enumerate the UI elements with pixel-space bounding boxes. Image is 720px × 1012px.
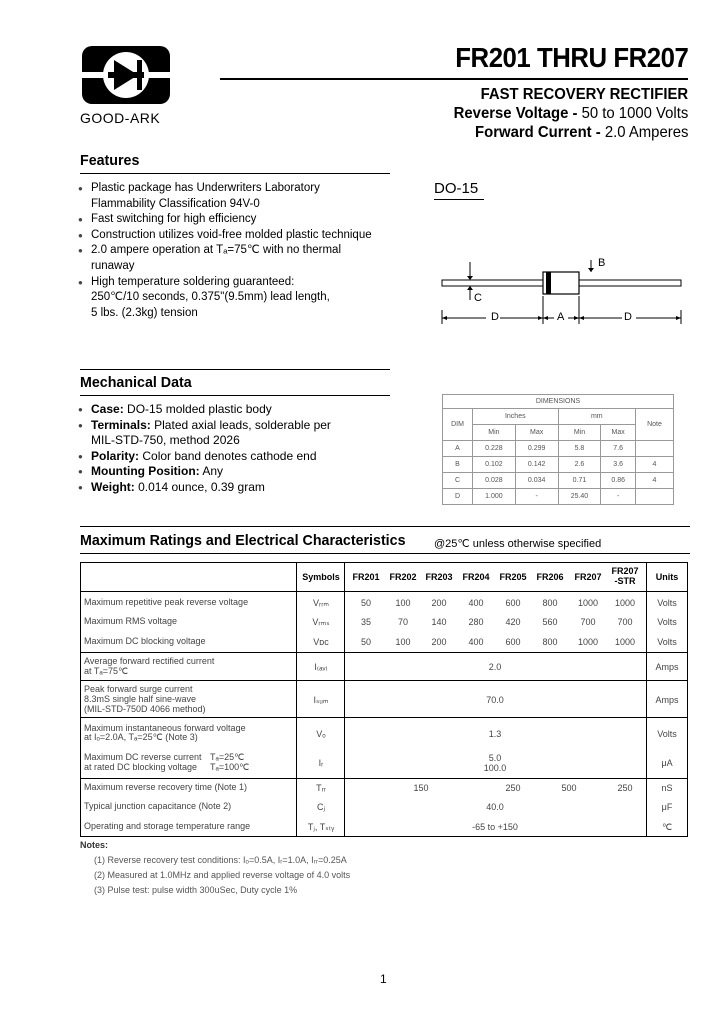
unit-cell: nS xyxy=(661,783,673,793)
col-header-fr201: FR201 xyxy=(352,572,380,582)
mechanical-rule xyxy=(80,395,390,396)
ratings-rule xyxy=(80,553,690,554)
table-cell xyxy=(636,489,674,505)
table-cell: 0.86 xyxy=(601,473,636,489)
inches-header: Inches xyxy=(473,409,559,425)
param-label: Typical junction capacitance (Note 2) xyxy=(84,801,232,811)
unit-cell: μF xyxy=(661,802,673,812)
table-cell: D xyxy=(443,489,473,505)
feature-item: ● 2.0 ampere operation at Tₐ=75℃ with no thermal xyxy=(78,243,372,259)
min-header: Min xyxy=(558,425,601,441)
brand-name: GOOD-ARK xyxy=(80,110,161,126)
table-cell: 25.40 xyxy=(558,489,601,505)
dim-label-c: C xyxy=(474,292,482,304)
ratings-rule-top xyxy=(80,526,690,527)
param-label: Maximum repetitive peak reverse voltage xyxy=(84,597,249,607)
mechanical-list xyxy=(78,402,331,496)
col-header-symbols: Symbols xyxy=(302,572,340,582)
dimensions-title: DIMENSIONS xyxy=(443,395,674,409)
value-cell: 250 xyxy=(617,783,633,793)
unit-cell: μA xyxy=(661,758,673,768)
value-cell: 100 xyxy=(395,598,411,608)
note-header: Note xyxy=(636,409,674,441)
table-cell: 0.71 xyxy=(558,473,601,489)
table-row xyxy=(443,441,674,457)
param-label: (MIL-STD-750D 4066 method) xyxy=(84,704,206,714)
unit-cell: ℃ xyxy=(661,822,673,832)
page-number: 1 xyxy=(380,972,387,986)
table-cell: 4 xyxy=(636,457,674,473)
value-cell: 50 xyxy=(360,637,372,647)
mechanical-heading: Mechanical Data xyxy=(80,374,192,391)
table-cell: 7.6 xyxy=(601,441,636,457)
param-label: at rated DC blocking voltage xyxy=(84,762,198,772)
value-cell: 100 xyxy=(395,637,411,647)
dim-label-d-right: D xyxy=(624,311,632,323)
table-divider xyxy=(80,717,688,718)
notes xyxy=(80,838,350,898)
value-cell: 1000 xyxy=(577,598,599,608)
value-cell: 280 xyxy=(468,617,484,627)
table-divider xyxy=(80,591,688,592)
table-cell: 5.8 xyxy=(558,441,601,457)
symbol-cell: Cⱼ xyxy=(316,802,326,812)
mechanical-item xyxy=(78,433,331,449)
feature-item: 5 lbs. (2.3kg) tension xyxy=(91,306,198,319)
table-cell: 3.6 xyxy=(601,457,636,473)
table-divider xyxy=(646,562,647,837)
table-cell: 0.228 xyxy=(473,441,516,457)
dim-label-b: B xyxy=(598,257,606,269)
table-cell: - xyxy=(515,489,558,505)
param-label: at Tₐ=75℃ xyxy=(84,666,129,676)
mechanical-item xyxy=(78,402,331,418)
table-row xyxy=(443,457,674,473)
features-heading: Features xyxy=(80,152,140,169)
value-cell: 5.0 xyxy=(488,753,502,763)
value-cell: 700 xyxy=(580,617,596,627)
table-row xyxy=(443,473,674,489)
company-logo xyxy=(80,44,172,106)
symbol-cell: Vᵣₘₛ xyxy=(312,617,330,627)
param-label: Average forward rectified current xyxy=(84,656,215,666)
table-cell: - xyxy=(601,489,636,505)
param-label: Maximum DC reverse current xyxy=(84,752,202,762)
col-header-fr202: FR202 xyxy=(389,572,417,582)
mechanical-rule-top xyxy=(80,369,390,370)
package-name: DO-15 xyxy=(434,180,479,197)
mechanical-item-label: Weight: xyxy=(91,479,135,494)
col-header-fr207: FR207 xyxy=(574,572,602,582)
dim-label-a: A xyxy=(557,311,565,323)
ratings-heading: Maximum Ratings and Electrical Characteristics xyxy=(80,532,406,549)
symbol-cell: Iᵣ xyxy=(318,758,324,768)
note-item: (3) Pulse test: pulse width 300uSec, Duty cycle 1% xyxy=(94,885,298,895)
title-rule xyxy=(220,78,688,80)
mechanical-item-label: Terminals: xyxy=(91,417,151,432)
table-cell: 4 xyxy=(636,473,674,489)
table-divider xyxy=(80,652,688,653)
col-header-fr204: FR204 xyxy=(462,572,490,582)
note-item: (1) Reverse recovery test conditions: Iₒ=0.5A, Iᵣ=1.0A, Iᵣᵣ=0.25A xyxy=(94,855,347,865)
value-cell: 700 xyxy=(617,617,633,627)
value-cell: 200 xyxy=(431,598,447,608)
table-divider xyxy=(344,562,345,837)
value-cell: 800 xyxy=(542,598,558,608)
table-cell: B xyxy=(443,457,473,473)
symbol-cell: Tᵣᵣ xyxy=(316,783,326,793)
value-cell: 150 xyxy=(413,783,429,793)
symbol-cell: I₍ₐᵥ₎ xyxy=(314,662,328,672)
value-cell: 70.0 xyxy=(486,695,504,705)
subtitle: FAST RECOVERY RECTIFIER xyxy=(480,86,688,103)
feature-item: ● Plastic package has Underwriters Laboratory xyxy=(78,181,372,197)
mechanical-item-text: DO-15 molded plastic body xyxy=(127,402,272,416)
value-cell: 1000 xyxy=(614,637,636,647)
dim-label-d-left: D xyxy=(491,311,499,323)
value-cell: 500 xyxy=(561,783,577,793)
col-header-fr206: FR206 xyxy=(536,572,564,582)
max-header: Max xyxy=(601,425,636,441)
value-cell: 200 xyxy=(431,637,447,647)
max-header: Max xyxy=(515,425,558,441)
mechanical-item-text: Any xyxy=(202,464,223,479)
mechanical-item-text: Plated axial leads, solderable per xyxy=(154,417,331,432)
feature-item: 250℃/10 seconds, 0.375"(9.5mm) lead length, xyxy=(91,291,330,304)
unit-cell: Volts xyxy=(657,637,677,647)
value-cell: 800 xyxy=(542,637,558,647)
value-cell: 400 xyxy=(468,598,484,608)
page-title: FR201 THRU FR207 xyxy=(454,42,688,73)
value-cell: 35 xyxy=(360,617,372,627)
param-label: Maximum reverse recovery time (Note 1) xyxy=(84,782,248,792)
table-cell: C xyxy=(443,473,473,489)
mechanical-item xyxy=(78,464,331,480)
symbol-cell: Vᴅᴄ xyxy=(313,637,329,647)
feature-item: ● High temperature soldering guaranteed: xyxy=(78,275,372,291)
notes-heading: Notes: xyxy=(80,840,109,850)
col-header-fr205: FR205 xyxy=(499,572,527,582)
unit-cell: Amps xyxy=(655,662,679,672)
mechanical-item xyxy=(78,449,331,465)
value-cell: 1.3 xyxy=(488,729,502,739)
symbol-cell: Iₛᵤₘ xyxy=(313,695,329,705)
table-cell: 0.142 xyxy=(515,457,558,473)
mechanical-item-label: Case: xyxy=(91,402,124,416)
table-cell: 1.000 xyxy=(473,489,516,505)
mechanical-item-text: MIL-STD-750, method 2026 xyxy=(91,433,240,448)
unit-cell: Volts xyxy=(657,617,677,627)
param-label: at Iₒ=2.0A, Tₐ=25℃ (Note 3) xyxy=(84,732,198,742)
col-header-units: Units xyxy=(655,572,679,582)
unit-cell: Volts xyxy=(657,598,677,608)
param-label: Peak forward surge current xyxy=(84,684,193,694)
value-cell: 100.0 xyxy=(483,763,507,773)
table-divider xyxy=(296,562,297,837)
col-header-fr203: FR203 xyxy=(425,572,453,582)
table-cell: 0.102 xyxy=(473,457,516,473)
mm-header: mm xyxy=(558,409,635,425)
table-cell: 0.034 xyxy=(515,473,558,489)
table-cell: A xyxy=(443,441,473,457)
value-cell: 600 xyxy=(505,637,521,647)
value-cell: -65 to +150 xyxy=(472,822,518,832)
value-cell: 40.0 xyxy=(486,802,504,812)
param-label: Maximum instantaneous forward voltage xyxy=(84,723,246,733)
value-cell: 2.0 xyxy=(488,662,502,672)
features-rule xyxy=(80,173,390,174)
value-cell: 600 xyxy=(505,598,521,608)
reverse-voltage: Reverse Voltage - 50 to 1000 Volts xyxy=(453,105,688,122)
value-cell: 560 xyxy=(542,617,558,627)
mechanical-item xyxy=(78,480,331,496)
forward-current: Forward Current - 2.0 Amperes xyxy=(474,124,688,141)
dimensions-table xyxy=(442,394,674,505)
ratings-condition: @25℃ unless otherwise specified xyxy=(434,538,602,550)
dim-col-header: DIM xyxy=(443,409,473,441)
value-cell: 70 xyxy=(397,617,409,627)
feature-item: Flammability Classification 94V-0 xyxy=(91,197,260,210)
value-cell: 1000 xyxy=(614,598,636,608)
features-list xyxy=(78,181,372,321)
table-cell: 0.028 xyxy=(473,473,516,489)
table-row xyxy=(443,489,674,505)
table-cell xyxy=(636,441,674,457)
value-cell: 400 xyxy=(468,637,484,647)
col-header-fr207-str-1: FR207 xyxy=(611,566,639,576)
note-item: (2) Measured at 1.0MHz and applied reverse voltage of 4.0 volts xyxy=(94,870,351,880)
value-cell: 250 xyxy=(505,783,521,793)
value-cell: 140 xyxy=(431,617,447,627)
param-label: Maximum DC blocking voltage xyxy=(84,636,206,646)
feature-item: ● Construction utilizes void-free molded plastic technique xyxy=(78,228,372,244)
table-cell: 2.6 xyxy=(558,457,601,473)
mechanical-item-text: Color band denotes cathode end xyxy=(142,448,317,463)
symbol-cell: Vₒ xyxy=(316,729,326,739)
feature-item: ● Fast switching for high efficiency xyxy=(78,212,372,228)
symbol-cell: Tⱼ, Tₛₜᵧ xyxy=(307,822,335,832)
param-condition: Tₐ=25℃ xyxy=(210,752,245,762)
value-cell: 420 xyxy=(505,617,521,627)
param-label: Operating and storage temperature range xyxy=(84,821,251,831)
table-divider xyxy=(80,778,688,779)
param-label: 8.3mS single half sine-wave xyxy=(84,694,197,704)
value-cell: 50 xyxy=(360,598,372,608)
mechanical-item-label: Mounting Position: xyxy=(91,464,200,479)
unit-cell: Amps xyxy=(655,695,679,705)
unit-cell: Volts xyxy=(657,729,677,739)
feature-item: runaway xyxy=(91,259,135,272)
value-cell: 1000 xyxy=(577,637,599,647)
symbol-cell: Vᵣᵣₘ xyxy=(313,598,329,608)
param-label: Maximum RMS voltage xyxy=(84,616,178,626)
mechanical-item-label: Polarity: xyxy=(91,448,140,463)
mechanical-item xyxy=(78,418,331,434)
package-underline xyxy=(434,199,484,200)
table-divider xyxy=(80,680,688,681)
mechanical-item-text: 0.014 ounce, 0.39 gram xyxy=(138,479,265,494)
col-header-fr207-str-2: -STR xyxy=(614,576,636,586)
table-cell: 0.299 xyxy=(515,441,558,457)
min-header: Min xyxy=(473,425,516,441)
param-condition: Tₐ=100℃ xyxy=(210,762,250,772)
